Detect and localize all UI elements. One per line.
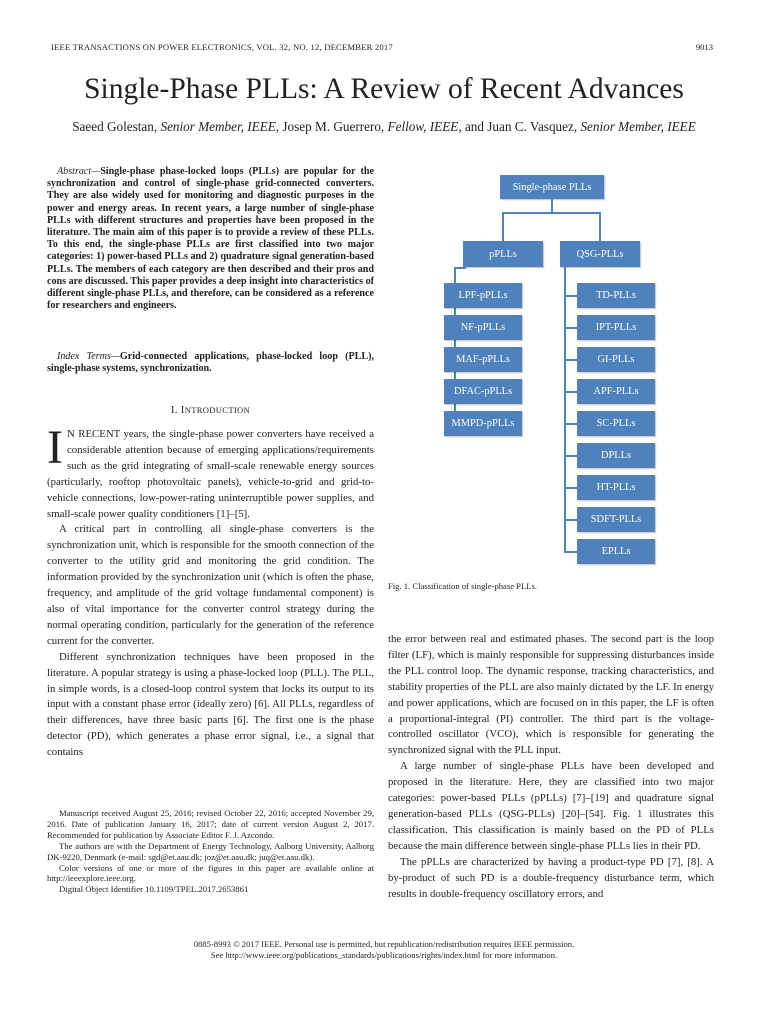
author-3-role: Senior Member, IEEE	[580, 119, 696, 134]
footnotes	[47, 808, 374, 895]
page-number: 9013	[695, 42, 713, 52]
figure-caption: Fig. 1. Classification of single-phase PLLs.	[388, 581, 537, 591]
author-line	[0, 119, 768, 135]
qsg-pll-item: SDFT-PLLs	[577, 507, 655, 532]
tree-connector	[502, 212, 504, 241]
author-1: Saeed Golestan,	[72, 119, 158, 134]
introduction-text	[47, 421, 374, 761]
ppll-item: DFAC-pPLLs	[444, 379, 522, 404]
tree-branch-qsg-pll: QSG-PLLs	[560, 241, 640, 267]
tree-connector	[454, 267, 466, 269]
qsg-pll-item: TD-PLLs	[577, 283, 655, 308]
ppll-item: MMPD-pPLLs	[444, 411, 522, 436]
qsg-pll-item: SC-PLLs	[577, 411, 655, 436]
qsg-pll-item: APF-PLLs	[577, 379, 655, 404]
qsg-pll-item: EPLLs	[577, 539, 655, 564]
tree-connector	[599, 212, 601, 241]
tree-connector	[564, 455, 577, 457]
index-terms-lead: Index Terms—	[57, 351, 120, 362]
copyright-line-2: See http://www.ieee.org/publications_standards/publications/rights/index.html for more information.	[210, 950, 558, 960]
abstract-lead: Abstract—	[57, 166, 101, 177]
index-terms	[47, 351, 374, 375]
abstract	[47, 166, 374, 312]
right-column-text	[388, 632, 714, 902]
right-paragraph-3: The pPLLs are characterized by having a product-type PD [7], [8]. A by-product of such PD is a double-frequency disturbance term, which results in double-frequency oscillatory errors, and	[388, 855, 714, 900]
section-name: NTRODUCTION	[184, 405, 251, 415]
qsg-pll-item: GI-PLLs	[577, 347, 655, 372]
footnote-doi: Digital Object Identifier 10.1109/TPEL.2017.2653861	[59, 884, 249, 895]
copyright-line-1: 0885-8993 © 2017 IEEE. Personal use is permitted, but republication/redistribution requires IEEE permission.	[193, 939, 575, 949]
section-heading	[47, 404, 374, 416]
intro-paragraph-3: Different synchronization techniques have been proposed in the literature. A popular strategy is using a phase-locked loop (PLL). The PLL, in simple words, is a closed-loop control system that locks its output to its input with a constant phase error (ideally zero) [6]. All PLLs, regardless of their differences, have three basic parts [6]. The first one is the phase detector (PD), which generates a phase error signal, i.e., a signal that contains	[47, 650, 374, 759]
tree-root: Single-phase PLLs	[500, 175, 604, 199]
qsg-pll-item: HT-PLLs	[577, 475, 655, 500]
index-terms-text: Grid-connected applications, phase-locked loop (PLL), single-phase systems, synchronization.	[47, 351, 374, 375]
footnote-affiliation: The authors are with the Department of Energy Technology, Aalborg University, Aalborg DK-9220, Denmark (e-mail: sgd@et.aau.dk; joz@et.aau.dk; juq@et.aau.dk).	[47, 840, 374, 862]
ppll-item: NF-pPLLs	[444, 315, 522, 340]
paper-title: Single-Phase PLLs: A Review of Recent Advances	[84, 73, 684, 105]
author-2-role: Fellow, IEEE	[387, 119, 459, 134]
abstract-text: Single-phase phase-locked loops (PLLs) are popular for the synchronization and control of single-phase grid-connected converters. They are also widely used for monitoring and diagnostic purposes in the power and energy areas. In recent years, a large number of single-phase PLLs with different structures and properties have been proposed in the literature. The main aim of this paper is to provide a review of these PLLs. To this end, the single-phase PLLs are first classified into two major categories: 1) power-based PLLs and 2) quadrature signal generation-based PLLs. The members of each category are then described and their pros and cons are discussed. This paper provides a deep insight into characteristics of different single-phase PLLs, and therefore, can be considered as a reference for researchers and engineers.	[47, 166, 374, 312]
tree-connector	[502, 212, 600, 214]
intro-paragraph-2: A critical part in controlling all single-phase converters is the synchronization unit, which is responsible for the smooth connection of the converter to the utility grid and monitoring the grid condition. The information provided by the synchronization unit (which is often the phase, frequency, and amplitude of the grid voltage fundamental component) is also of vital importance for the converter control strategy during the normal operating condition, particularly for the generation of the reference current for the converter.	[47, 523, 374, 647]
right-paragraph-1: the error between real and estimated phases. The second part is the loop filter (LF), which is mainly responsible for suppressing disturbances inside the PLL control loop. The dynamic response, tracking characteristics, and stability properties of the PLL are also mainly dictated by the LF. In energy and power applications, which are focused on in this paper, the LF is often a proportional-integral (PI) controller. The third part is the voltage-controlled oscillator (VCO), which is responsible for generating the synchronized signal with the PLL input.	[388, 633, 714, 757]
tree-connector	[564, 359, 577, 361]
tree-connector	[564, 551, 577, 553]
tree-connector	[564, 423, 577, 425]
copyright-notice	[0, 939, 768, 961]
tree-connector	[564, 295, 577, 297]
author-2: , Josep M. Guerrero,	[275, 119, 385, 134]
tree-connector	[564, 327, 577, 329]
journal-header: IEEE TRANSACTIONS ON POWER ELECTRONICS, VOL. 32, NO. 12, DECEMBER 2017	[51, 42, 393, 52]
right-paragraph-2: A large number of single-phase PLLs have been developed and proposed in the literature. Here, they are classified into two major categories: power-based PLLs (pPLLs) [7]–[19] and quadrature signal generation-based PLLs (QSG-PLLs) [20]–[54]. Fig. 1 illustrates this classification. This classification is mainly based on the PD of PLLs because the main difference between single-phase PLLs lies in their PD.	[388, 760, 714, 852]
footnote-color: Color versions of one or more of the figures in this paper are available online at http://ieeexplore.ieee.org.	[47, 862, 374, 884]
author-3: , and Juan C. Vasquez,	[458, 119, 578, 134]
qsg-pll-item: IPT-PLLs	[577, 315, 655, 340]
section-number: I. I	[170, 404, 185, 416]
tree-connector	[551, 199, 553, 213]
ppll-item: LPF-pPLLs	[444, 283, 522, 308]
ppll-item: MAF-pPLLs	[444, 347, 522, 372]
tree-connector	[564, 519, 577, 521]
footnote-manuscript: Manuscript received August 25, 2016; revised October 22, 2016; accepted November 29, 2016. Date of publication January 16, 2017; date of current version August 2, 2017. Recommended for publication by Associate Editor F. J. Azcondo.	[47, 808, 374, 840]
intro-p1-text: N RECENT years, the single-phase power converters have received a considerable attention because of emerging applications/requirements such as the grid integrating of small-scale renewable energy sources (particularly, rooftop photovoltaic panels), vehicle-to-grid and grid-to-vehicle connections, low-power-rating uninterruptible power supplies, and small-scale power quality conditioners [1]–[5].	[47, 428, 374, 520]
tree-connector	[564, 267, 566, 553]
figure-1-classification-tree	[430, 167, 690, 577]
drop-cap: I	[47, 421, 63, 474]
author-1-role: Senior Member, IEEE	[160, 119, 276, 134]
tree-connector	[564, 391, 577, 393]
tree-connector	[564, 487, 577, 489]
tree-branch-ppll: pPLLs	[463, 241, 543, 267]
qsg-pll-item: DPLLs	[577, 443, 655, 468]
intro-paragraph-1	[47, 421, 374, 522]
